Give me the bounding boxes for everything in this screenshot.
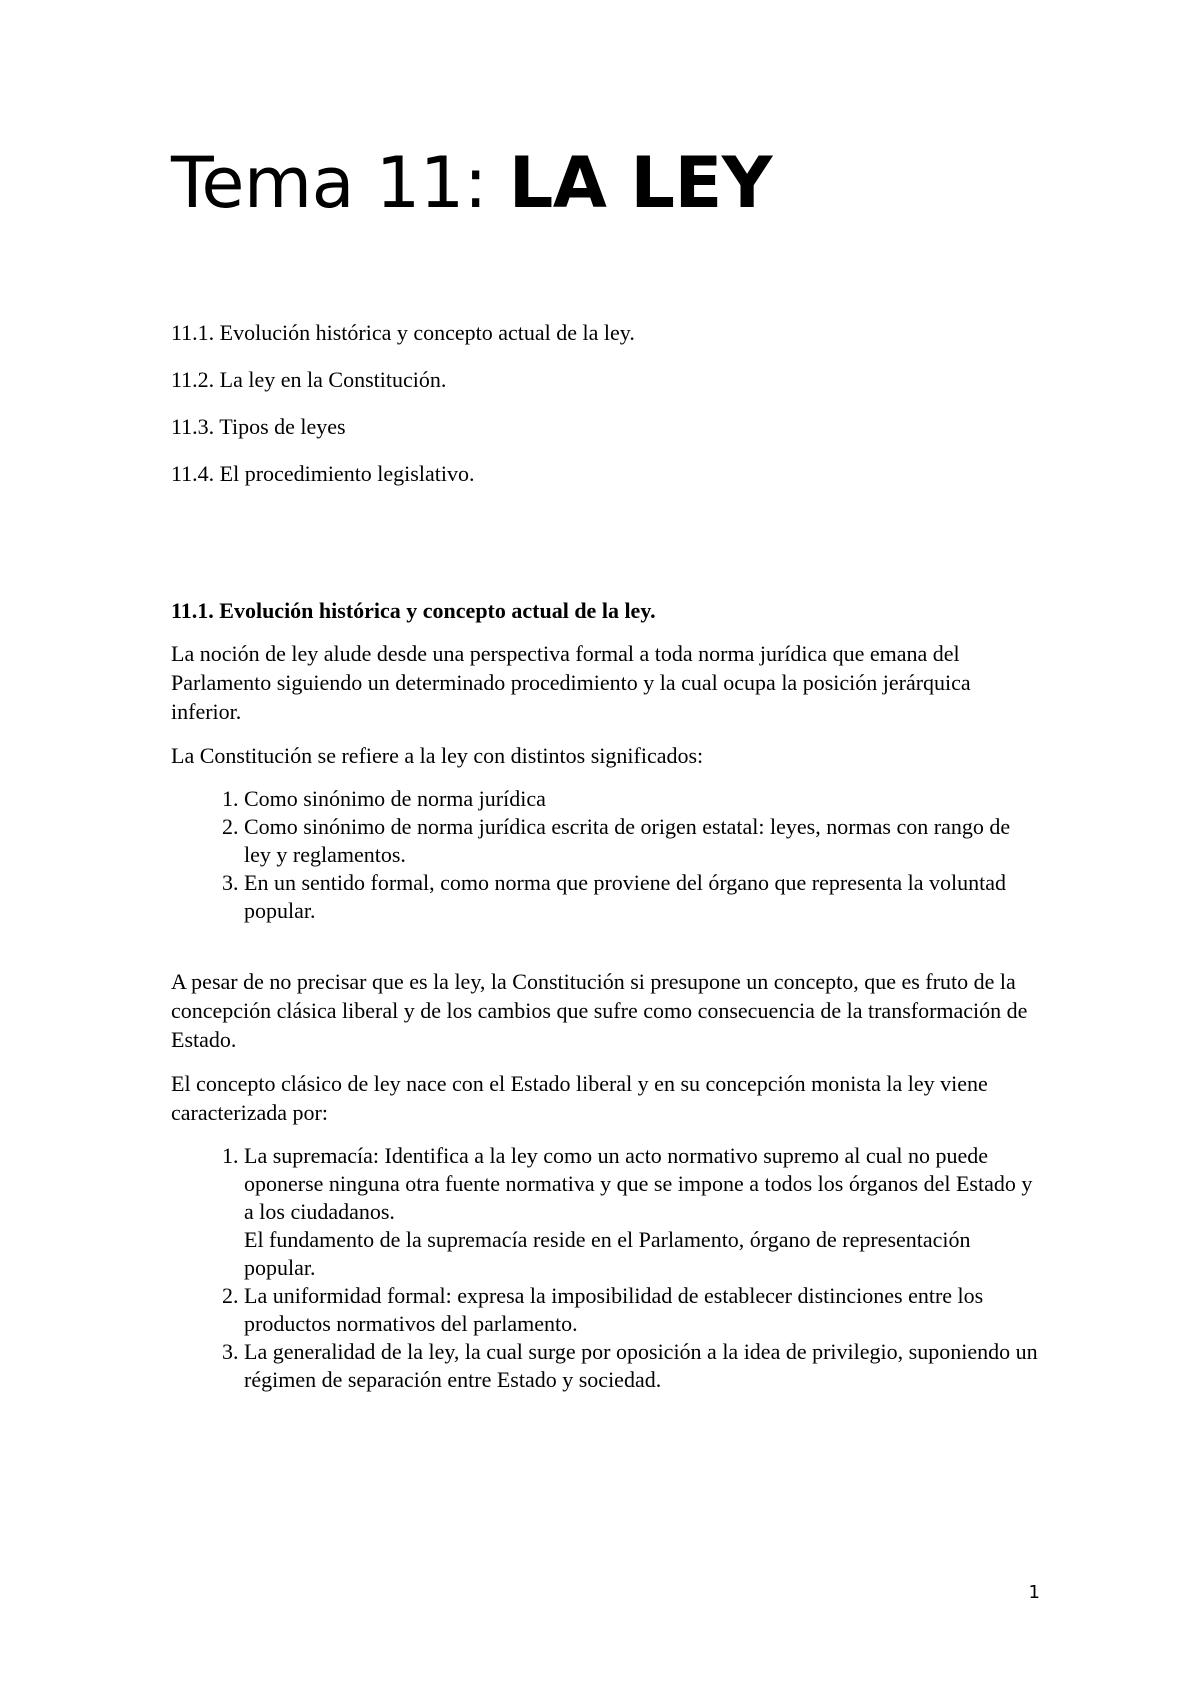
paragraph: A pesar de no precisar que es la ley, la Constitución si presupone un concepto, que es fruto de la concepción clásica liberal y de los cambios que sufre como consecuencia de la transformación de Estado. [171,969,1028,1052]
page-number: 1 [1028,1582,1040,1603]
paragraph: El concepto clásico de ley nace con el Estado liberal y en su concepción monista la ley viene caracterizada por: [171,1071,988,1125]
list-item-text: El fundamento de la supremacía reside en el Parlamento, órgano de representación popular. [244,1227,971,1280]
paragraph: La Constitución se refiere a la ley con distintos significados: [171,743,704,768]
table-of-contents [171,320,635,508]
toc-item: 11.3. Tipos de leyes [171,414,346,439]
paragraph: La noción de ley alude desde una perspectiva formal a toda norma jurídica que emana del Parlamento siguiendo un determinado procedimiento y la cual ocupa la posición jerárquica inferior. [171,641,971,724]
title-emphasis: LA LEY [508,142,772,224]
list-item: 1. Como sinónimo de norma jurídica [244,785,1041,813]
list-item: 3. En un sentido formal, como norma que proviene del órgano que representa la voluntad popular. [244,869,1041,925]
list-item-text: 1. La supremacía: Identifica a la ley como un acto normativo supremo al cual no puede oponerse ninguna otra fuente normativa y que se impone a todos los órganos del Estado y a los ciudadanos. [244,1143,1033,1224]
document-title [171,138,772,228]
list-item: 2. La uniformidad formal: expresa la imposibilidad de establecer distinciones entre los productos normativos del parlamento. [244,1282,1041,1338]
section-heading: 11.1. Evolución histórica y concepto actual de la ley. [171,598,656,623]
list-item [244,1142,1041,1282]
characteristics-list [171,1142,1041,1394]
toc-item: 11.4. El procedimiento legislativo. [171,461,475,486]
list-item: 2. Como sinónimo de norma jurídica escrita de origen estatal: leyes, normas con rango de ley y reglamentos. [244,813,1041,869]
spacer [171,925,1041,967]
toc-item: 11.1. Evolución histórica y concepto actual de la ley. [171,320,635,345]
meanings-list [171,785,1041,925]
list-item: 3. La generalidad de la ley, la cual surge por oposición a la idea de privilegio, suponiendo un régimen de separación entre Estado y sociedad. [244,1338,1041,1394]
toc-item: 11.2. La ley en la Constitución. [171,367,447,392]
section-content [171,596,1041,1394]
title-prefix: Tema 11: [171,142,509,224]
